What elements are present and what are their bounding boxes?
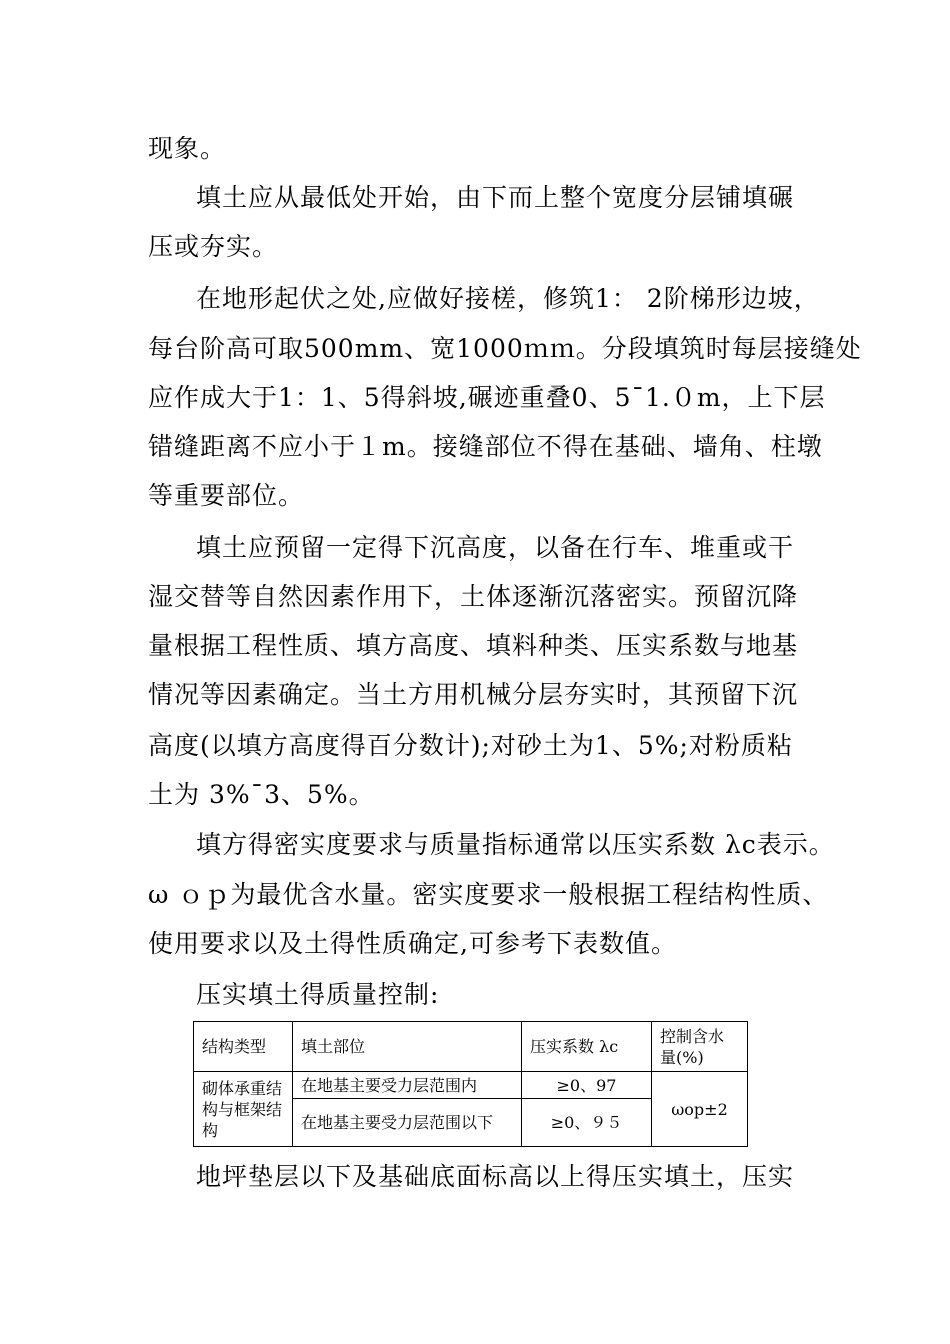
paragraph-line: 现象。	[148, 134, 227, 163]
paragraph-line: 等重要部位。	[148, 481, 305, 510]
cell-fill-part: 在地基主要受力层范围以下	[293, 1099, 522, 1147]
paragraph-line: 使用要求以及土得性质确定,可参考下表数值。	[148, 929, 677, 958]
paragraph-line: 填土应从最低处开始，由下而上整个宽度分层铺填碾	[196, 183, 795, 212]
cell-structure-type: 砌体承重结构与框架结构	[194, 1072, 293, 1147]
paragraph-line: 压或夯实。	[148, 232, 279, 261]
cell-compaction-coefficient: ≥0、97	[522, 1072, 652, 1099]
header-compaction-coefficient: 压实系数 λc	[522, 1022, 652, 1072]
cell-moisture-control: ωop±2	[652, 1072, 748, 1147]
paragraph-line: 地坪垫层以下及基础底面标高以上得压实填土，压实	[196, 1162, 795, 1191]
table-caption: 压实填土得质量控制:	[196, 980, 440, 1009]
paragraph-line: 应作成大于1：1、5得斜坡,碾迹重叠0、5¯1.０m，上下层	[148, 383, 826, 412]
paragraph-line: 湿交替等自然因素作用下，土体逐渐沉落密实。预留沉降	[148, 582, 799, 611]
paragraph-line: ω ｏｐ为最优含水量。密实度要求一般根据工程结构性质、	[148, 880, 829, 909]
table-header-row	[194, 1022, 748, 1072]
cell-fill-part: 在地基主要受力层范围内	[293, 1072, 522, 1099]
quality-control-table	[193, 1021, 748, 1147]
paragraph-line: 填土应预留一定得下沉高度，以备在行车、堆重或干	[196, 533, 795, 562]
cell-compaction-coefficient: ≥0、９５	[522, 1099, 652, 1147]
paragraph-line: 量根据工程性质、填方高度、填料种类、压实系数与地基	[148, 631, 799, 660]
paragraph-line: 土为 3%¯3、5%。	[148, 780, 375, 809]
paragraph-line: 错缝距离不应小于１m。接缝部位不得在基础、墙角、柱墩	[148, 432, 823, 461]
header-fill-part: 填土部位	[293, 1022, 522, 1072]
paragraph-line: 每台阶高可取500mm、宽1000ｍｍ。分段填筑时每层接缝处	[148, 334, 862, 363]
paragraph-line: 情况等因素确定。当土方用机械分层夯实时，其预留下沉	[148, 680, 799, 709]
table-row	[194, 1072, 748, 1099]
paragraph-line: 高度(以填方高度得百分数计);对砂土为1、5%;对粉质粘	[148, 731, 793, 760]
header-moisture-control: 控制含水量(%)	[652, 1022, 748, 1072]
header-structure-type: 结构类型	[194, 1022, 293, 1072]
paragraph-line: 在地形起伏之处,应做好接槎，修筑1： 2阶梯形边坡，	[196, 284, 820, 313]
paragraph-line: 填方得密实度要求与质量指标通常以压实系数 λc表示。	[196, 830, 835, 859]
